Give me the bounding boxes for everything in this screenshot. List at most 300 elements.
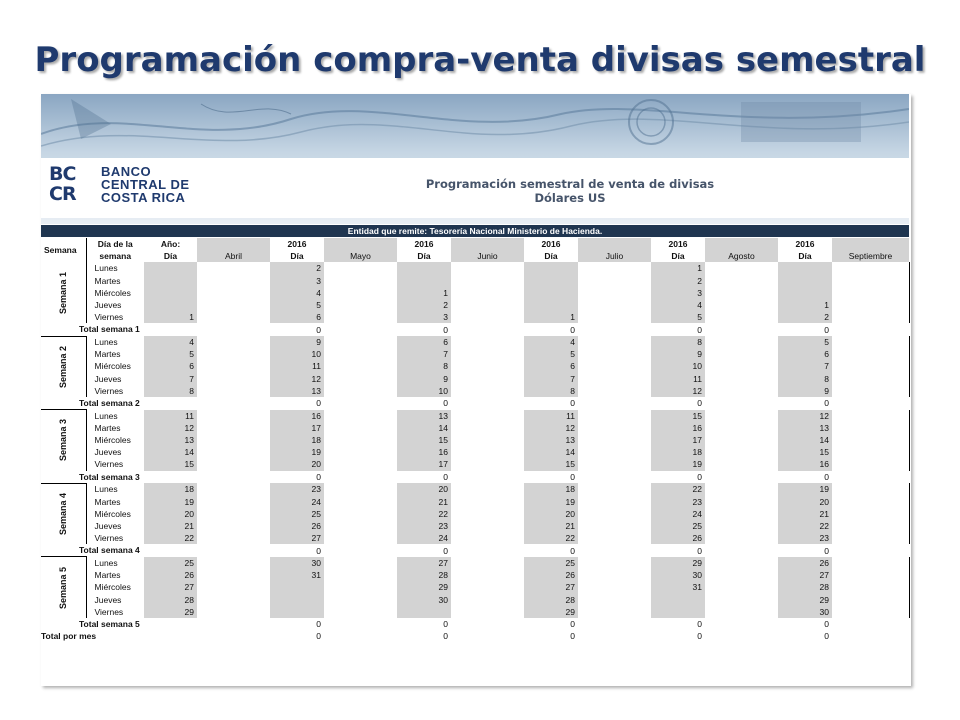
logo-line-3: COSTA RICA <box>101 190 186 205</box>
amount-cell <box>197 336 270 348</box>
amount-cell <box>832 483 909 495</box>
amount-cell <box>324 348 397 360</box>
day-cell: 27 <box>778 569 832 581</box>
day-cell: 9 <box>270 336 324 348</box>
amount-cell <box>324 360 397 372</box>
total-blank <box>324 630 397 642</box>
day-cell: 25 <box>524 557 578 569</box>
table-row <box>41 287 909 299</box>
amount-cell <box>832 360 909 372</box>
dia-header: Día <box>671 251 685 262</box>
weekday-label: Jueves <box>94 373 122 384</box>
day-cell: 8 <box>397 360 451 372</box>
total-blank <box>705 397 778 410</box>
blank-header <box>197 238 270 250</box>
amount-cell <box>705 581 778 593</box>
amount-cell <box>197 458 270 470</box>
amount-cell <box>197 593 270 605</box>
day-cell: 11 <box>144 410 197 422</box>
week-label-cell <box>41 410 86 471</box>
total-blank <box>832 471 909 484</box>
table-row <box>41 557 909 569</box>
day-cell: 1 <box>144 311 197 323</box>
amount-cell <box>197 410 270 422</box>
amount-cell <box>578 410 651 422</box>
amount-cell <box>451 262 524 274</box>
amount-cell <box>197 446 270 458</box>
total-blank <box>197 618 270 630</box>
total-blank <box>705 618 778 630</box>
amount-cell <box>832 569 909 581</box>
dia-semana-header-2: semana <box>99 251 132 262</box>
day-cell: 19 <box>651 458 705 470</box>
day-cell: 23 <box>651 495 705 507</box>
amount-cell <box>197 311 270 323</box>
day-cell <box>270 593 324 605</box>
day-cell: 20 <box>778 495 832 507</box>
total-blank <box>197 323 270 336</box>
day-cell: 29 <box>144 606 197 618</box>
total-blank <box>578 618 651 630</box>
amount-cell <box>705 569 778 581</box>
total-value: 0 <box>824 471 829 482</box>
header-line-2: Dólares US <box>534 191 606 205</box>
total-blank <box>705 323 778 336</box>
day-cell: 30 <box>651 569 705 581</box>
day-cell: 18 <box>144 483 197 495</box>
day-cell: 16 <box>651 422 705 434</box>
amount-cell <box>832 410 909 422</box>
day-cell: 30 <box>778 606 832 618</box>
amount-cell <box>705 557 778 569</box>
total-blank <box>832 323 909 336</box>
day-cell <box>144 299 197 311</box>
amount-cell <box>705 520 778 532</box>
year-header: 2016 <box>668 239 688 250</box>
day-cell: 12 <box>651 385 705 397</box>
amount-cell <box>832 458 909 470</box>
amount-cell <box>578 299 651 311</box>
day-cell: 28 <box>144 593 197 605</box>
day-cell: 6 <box>778 348 832 360</box>
day-cell: 7 <box>144 373 197 385</box>
total-blank <box>324 471 397 484</box>
amount-cell <box>451 410 524 422</box>
day-cell: 4 <box>144 336 197 348</box>
week-label-cell <box>41 483 86 544</box>
amount-cell <box>705 446 778 458</box>
amount-cell <box>578 336 651 348</box>
weekday-label: Viernes <box>94 459 124 470</box>
day-cell: 20 <box>270 458 324 470</box>
day-cell: 8 <box>524 385 578 397</box>
amount-cell <box>324 336 397 348</box>
total-blank <box>451 397 524 410</box>
weekday-label: Viernes <box>94 533 124 544</box>
amount-cell <box>197 581 270 593</box>
sheet-header <box>231 158 909 218</box>
amount-cell <box>197 287 270 299</box>
total-por-mes-value: 0 <box>824 631 829 642</box>
day-cell: 5 <box>144 348 197 360</box>
day-cell: 26 <box>651 532 705 544</box>
day-cell: 5 <box>778 336 832 348</box>
day-cell: 18 <box>651 446 705 458</box>
amount-cell <box>578 508 651 520</box>
day-cell: 2 <box>778 311 832 323</box>
day-cell: 9 <box>651 348 705 360</box>
amount-cell <box>451 434 524 446</box>
total-value: 0 <box>570 618 575 629</box>
day-cell: 13 <box>144 434 197 446</box>
day-cell: 1 <box>397 287 451 299</box>
amount-cell <box>451 311 524 323</box>
day-cell <box>144 262 197 274</box>
total-value: 0 <box>316 398 321 409</box>
total-value: 0 <box>316 545 321 556</box>
day-cell <box>397 262 451 274</box>
amount-cell <box>197 434 270 446</box>
amount-cell <box>451 557 524 569</box>
amount-cell <box>578 557 651 569</box>
weekday-label: Viernes <box>94 606 124 617</box>
amount-cell <box>197 520 270 532</box>
amount-cell <box>832 581 909 593</box>
amount-cell <box>705 422 778 434</box>
day-cell: 8 <box>651 336 705 348</box>
total-por-mes-label: Total por mes <box>41 631 97 642</box>
total-value: 0 <box>443 324 448 335</box>
total-row <box>41 618 909 630</box>
amount-cell <box>197 262 270 274</box>
total-blank <box>705 630 778 642</box>
blank-header <box>451 238 524 250</box>
table-row <box>41 336 909 348</box>
amount-cell <box>832 508 909 520</box>
total-value: 0 <box>443 545 448 556</box>
weekday-label: Jueves <box>94 594 122 605</box>
day-cell: 20 <box>397 483 451 495</box>
total-week-label: Total semana 5 <box>79 618 140 629</box>
day-cell <box>778 275 832 287</box>
day-cell: 4 <box>524 336 578 348</box>
day-cell: 29 <box>524 606 578 618</box>
table-row <box>41 606 909 618</box>
total-por-mes-row <box>41 630 909 642</box>
year-header: 2016 <box>541 239 561 250</box>
dia-header: Día <box>163 251 178 262</box>
total-value: 0 <box>824 398 829 409</box>
total-blank <box>324 323 397 336</box>
amount-cell <box>578 311 651 323</box>
day-cell <box>778 287 832 299</box>
day-cell: 7 <box>397 348 451 360</box>
day-cell: 9 <box>397 373 451 385</box>
day-cell: 6 <box>524 360 578 372</box>
day-cell: 27 <box>270 532 324 544</box>
total-value: 0 <box>697 545 702 556</box>
total-value: 0 <box>570 471 575 482</box>
total-por-mes-value: 0 <box>443 631 448 642</box>
total-blank <box>197 544 270 557</box>
amount-cell <box>578 593 651 605</box>
amount-cell <box>451 385 524 397</box>
amount-cell <box>832 287 909 299</box>
total-blank <box>451 323 524 336</box>
total-value: 0 <box>316 471 321 482</box>
total-por-mes-value: 0 <box>697 631 702 642</box>
day-cell: 7 <box>524 373 578 385</box>
weekday-label: Martes <box>94 496 121 507</box>
day-cell: 5 <box>651 311 705 323</box>
day-cell: 27 <box>144 581 197 593</box>
amount-cell <box>832 446 909 458</box>
amount-cell <box>324 495 397 507</box>
day-cell <box>144 287 197 299</box>
dia-semana-header: Día de la <box>97 239 133 250</box>
amount-cell <box>578 581 651 593</box>
total-value: 0 <box>824 618 829 629</box>
table-row <box>41 458 909 470</box>
table-row <box>41 532 909 544</box>
amount-cell <box>578 483 651 495</box>
day-cell: 12 <box>778 410 832 422</box>
amount-cell <box>324 275 397 287</box>
day-cell: 18 <box>270 434 324 446</box>
table-row <box>41 311 909 323</box>
amount-cell <box>578 275 651 287</box>
total-value: 0 <box>697 398 702 409</box>
weekday-label: Miércoles <box>94 582 131 593</box>
total-blank <box>578 397 651 410</box>
amount-cell <box>324 606 397 618</box>
day-cell <box>778 262 832 274</box>
header-line-1: Programación semestral de venta de divisas <box>425 177 715 191</box>
day-cell: 29 <box>651 557 705 569</box>
amount-cell <box>451 581 524 593</box>
day-cell: 31 <box>270 569 324 581</box>
month-header: Julio <box>578 250 651 262</box>
day-cell: 17 <box>397 458 451 470</box>
day-cell: 24 <box>270 495 324 507</box>
amount-cell <box>197 360 270 372</box>
weekday-label: Miércoles <box>94 435 131 446</box>
blank-header <box>578 238 651 250</box>
day-cell: 7 <box>778 360 832 372</box>
amount-cell <box>324 373 397 385</box>
day-cell: 6 <box>397 336 451 348</box>
amount-cell <box>832 532 909 544</box>
week-label: Semana 1 <box>58 271 69 314</box>
total-blank <box>832 544 909 557</box>
day-cell: 18 <box>524 483 578 495</box>
day-cell: 9 <box>778 385 832 397</box>
amount-cell <box>451 336 524 348</box>
amount-cell <box>578 569 651 581</box>
amount-cell <box>197 606 270 618</box>
amount-cell <box>705 532 778 544</box>
day-cell: 22 <box>397 508 451 520</box>
amount-cell <box>197 299 270 311</box>
day-cell: 8 <box>778 373 832 385</box>
total-value: 0 <box>443 398 448 409</box>
total-week-label: Total semana 3 <box>79 471 140 482</box>
day-cell: 11 <box>524 410 578 422</box>
day-cell: 1 <box>651 262 705 274</box>
blank-header <box>324 238 397 250</box>
amount-cell <box>832 348 909 360</box>
table-row <box>41 434 909 446</box>
total-value: 0 <box>443 618 448 629</box>
day-cell: 28 <box>778 581 832 593</box>
day-cell: 28 <box>397 569 451 581</box>
day-cell: 23 <box>778 532 832 544</box>
day-cell <box>144 275 197 287</box>
amount-cell <box>324 385 397 397</box>
total-value: 0 <box>824 545 829 556</box>
day-cell: 19 <box>144 495 197 507</box>
amount-cell <box>451 593 524 605</box>
day-cell: 24 <box>651 508 705 520</box>
day-cell: 26 <box>144 569 197 581</box>
day-cell: 17 <box>270 422 324 434</box>
day-cell: 2 <box>651 275 705 287</box>
amount-cell <box>705 360 778 372</box>
day-cell: 10 <box>397 385 451 397</box>
amount-cell <box>705 373 778 385</box>
total-blank <box>832 630 909 642</box>
table-row <box>41 483 909 495</box>
amount-cell <box>324 299 397 311</box>
total-por-mes-value: 0 <box>570 631 575 642</box>
table-row <box>41 299 909 311</box>
table-row <box>41 275 909 287</box>
day-cell: 25 <box>144 557 197 569</box>
blank-header <box>832 238 909 250</box>
total-blank <box>832 397 909 410</box>
table-row <box>41 520 909 532</box>
amount-cell <box>451 373 524 385</box>
weekday-label: Lunes <box>94 263 118 274</box>
week-label: Semana 4 <box>58 492 69 535</box>
total-blank <box>578 323 651 336</box>
dia-header: Día <box>417 251 431 262</box>
amount-cell <box>705 275 778 287</box>
day-cell: 1 <box>524 311 578 323</box>
day-cell: 13 <box>270 385 324 397</box>
amount-cell <box>832 557 909 569</box>
total-blank <box>324 544 397 557</box>
month-header: Abril <box>197 250 270 262</box>
total-blank <box>451 630 524 642</box>
amount-cell <box>451 508 524 520</box>
day-cell <box>651 593 705 605</box>
amount-cell <box>832 275 909 287</box>
schedule-table <box>41 238 909 642</box>
total-blank <box>451 618 524 630</box>
total-value: 0 <box>824 324 829 335</box>
week-label-cell <box>41 557 86 618</box>
amount-cell <box>324 458 397 470</box>
amount-cell <box>578 287 651 299</box>
amount-cell <box>832 373 909 385</box>
amount-cell <box>578 495 651 507</box>
weekday-label: Martes <box>94 275 121 286</box>
total-value: 0 <box>570 324 575 335</box>
amount-cell <box>832 593 909 605</box>
day-cell: 24 <box>397 532 451 544</box>
amount-cell <box>324 520 397 532</box>
table-row <box>41 422 909 434</box>
amount-cell <box>705 262 778 274</box>
logo-line-2: CENTRAL DE <box>101 177 190 192</box>
semana-header: Semana <box>41 238 86 262</box>
amount-cell <box>451 348 524 360</box>
logo-line-1: BANCO <box>101 164 152 179</box>
day-cell: 29 <box>397 581 451 593</box>
table-row <box>41 446 909 458</box>
day-cell <box>524 262 578 274</box>
day-cell: 13 <box>397 410 451 422</box>
day-cell: 14 <box>144 446 197 458</box>
year-header: 2016 <box>795 239 815 250</box>
amount-cell <box>705 287 778 299</box>
weekday-label: Lunes <box>94 484 118 495</box>
header-row-1 <box>41 238 909 250</box>
amount-cell <box>324 483 397 495</box>
weekday-label: Miércoles <box>94 361 131 372</box>
total-value: 0 <box>443 471 448 482</box>
total-blank <box>324 397 397 410</box>
weekday-label: Martes <box>94 570 121 581</box>
table-row <box>41 581 909 593</box>
amount-cell <box>324 569 397 581</box>
amount-cell <box>578 446 651 458</box>
amount-cell <box>451 446 524 458</box>
amount-cell <box>324 434 397 446</box>
weekday-label: Martes <box>94 349 121 360</box>
day-cell: 28 <box>524 593 578 605</box>
amount-cell <box>832 520 909 532</box>
amount-cell <box>705 495 778 507</box>
day-cell: 19 <box>524 495 578 507</box>
day-cell: 25 <box>651 520 705 532</box>
amount-cell <box>197 557 270 569</box>
total-blank <box>197 397 270 410</box>
total-value: 0 <box>316 324 321 335</box>
day-cell: 3 <box>397 311 451 323</box>
logo-mark-top: BC <box>49 163 76 185</box>
day-cell: 17 <box>651 434 705 446</box>
amount-cell <box>324 532 397 544</box>
day-cell: 10 <box>651 360 705 372</box>
month-header: Mayo <box>324 250 397 262</box>
weekday-label: Jueves <box>94 300 122 311</box>
day-cell: 29 <box>778 593 832 605</box>
slide-title: Programación compra-venta divisas semestral <box>34 40 926 80</box>
total-value: 0 <box>697 471 702 482</box>
amount-cell <box>451 520 524 532</box>
amount-cell <box>578 360 651 372</box>
amount-cell <box>197 569 270 581</box>
logo-mark <box>49 164 99 208</box>
total-row <box>41 397 909 410</box>
day-cell: 21 <box>778 508 832 520</box>
amount-cell <box>578 262 651 274</box>
table-row <box>41 569 909 581</box>
day-cell: 15 <box>144 458 197 470</box>
amount-cell <box>705 311 778 323</box>
